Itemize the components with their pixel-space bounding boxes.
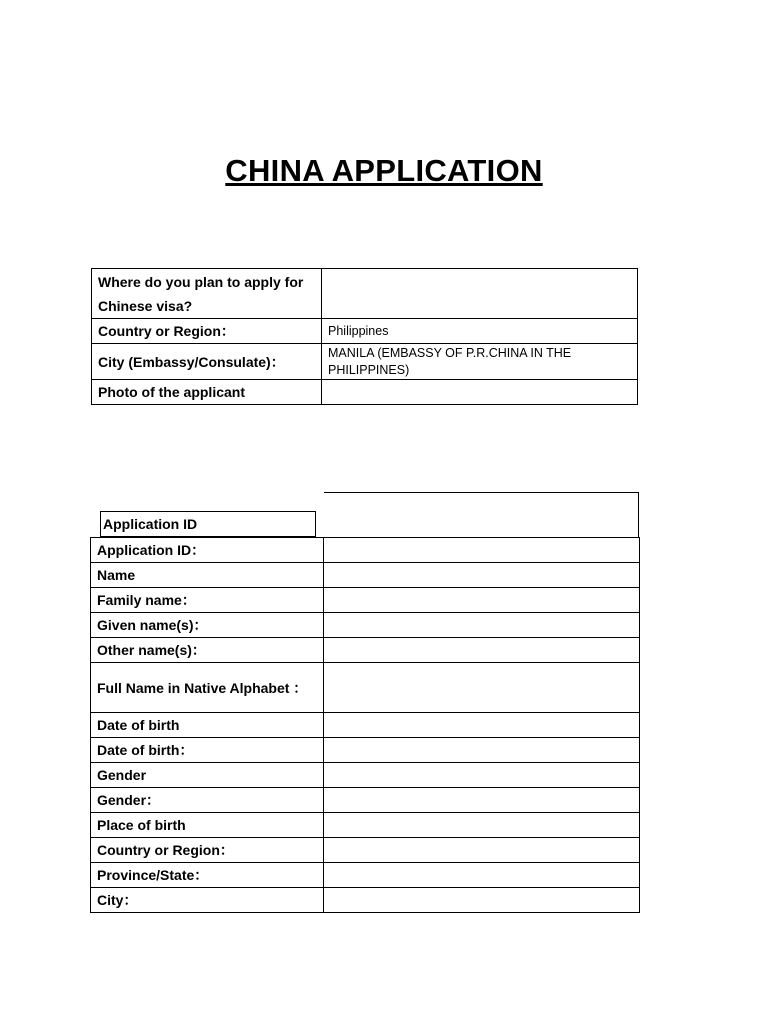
family-name-label: Family name： xyxy=(91,588,324,613)
other-names-value[interactable] xyxy=(324,638,640,663)
application-id-value[interactable] xyxy=(324,538,640,563)
gender-heading-value xyxy=(324,763,640,788)
table-row xyxy=(91,663,640,713)
birth-country-value[interactable] xyxy=(324,838,640,863)
date-of-birth-heading: Date of birth xyxy=(91,713,324,738)
country-region-label: Country or Region： xyxy=(92,319,322,344)
name-value[interactable] xyxy=(324,563,640,588)
table-row xyxy=(92,269,638,319)
photo-value[interactable] xyxy=(322,380,638,405)
city-embassy-value[interactable]: MANILA (EMBASSY OF P.R.CHINA IN THE PHILIPPINES) xyxy=(322,344,638,380)
page-title: CHINA APPLICATION xyxy=(225,153,543,188)
place-of-birth-heading: Place of birth xyxy=(91,813,324,838)
application-id-header-label: Application ID xyxy=(100,511,316,537)
apply-location-label: Where do you plan to apply for Chinese visa? xyxy=(92,269,322,319)
date-of-birth-label: Date of birth： xyxy=(91,738,324,763)
table-row xyxy=(91,763,640,788)
table-row xyxy=(91,638,640,663)
city-embassy-label: City (Embassy/Consulate)： xyxy=(92,344,322,380)
table-row xyxy=(91,813,640,838)
table-row xyxy=(91,838,640,863)
family-name-value[interactable] xyxy=(324,588,640,613)
apply-location-value[interactable] xyxy=(322,269,638,319)
gender-value[interactable] xyxy=(324,788,640,813)
country-region-value[interactable]: Philippines xyxy=(322,319,638,344)
native-name-label: Full Name in Native Alphabet ： xyxy=(91,663,324,713)
province-state-label: Province/State： xyxy=(91,863,324,888)
gender-heading: Gender xyxy=(91,763,324,788)
application-id-header-cell xyxy=(324,492,639,538)
place-of-birth-heading-value xyxy=(324,813,640,838)
application-id-label: Application ID： xyxy=(91,538,324,563)
name-label: Name xyxy=(91,563,324,588)
visa-application-table xyxy=(91,268,638,405)
table-row xyxy=(92,344,638,380)
given-names-value[interactable] xyxy=(324,613,640,638)
photo-label: Photo of the applicant xyxy=(92,380,322,405)
table-row xyxy=(92,380,638,405)
province-state-value[interactable] xyxy=(324,863,640,888)
table-row xyxy=(91,788,640,813)
table-row xyxy=(91,538,640,563)
table-row xyxy=(91,738,640,763)
table-row xyxy=(91,863,640,888)
table-row xyxy=(91,613,640,638)
date-of-birth-value[interactable] xyxy=(324,738,640,763)
table-row xyxy=(91,563,640,588)
city-label: City： xyxy=(91,888,324,913)
gender-label: Gender： xyxy=(91,788,324,813)
table-row xyxy=(92,319,638,344)
table-row xyxy=(91,588,640,613)
other-names-label: Other name(s)： xyxy=(91,638,324,663)
table-row xyxy=(91,713,640,738)
native-name-value[interactable] xyxy=(324,663,640,713)
birth-country-label: Country or Region： xyxy=(91,838,324,863)
applicant-details-table xyxy=(90,537,640,913)
city-value[interactable] xyxy=(324,888,640,913)
table-row xyxy=(91,888,640,913)
date-of-birth-heading-value xyxy=(324,713,640,738)
given-names-label: Given name(s)： xyxy=(91,613,324,638)
